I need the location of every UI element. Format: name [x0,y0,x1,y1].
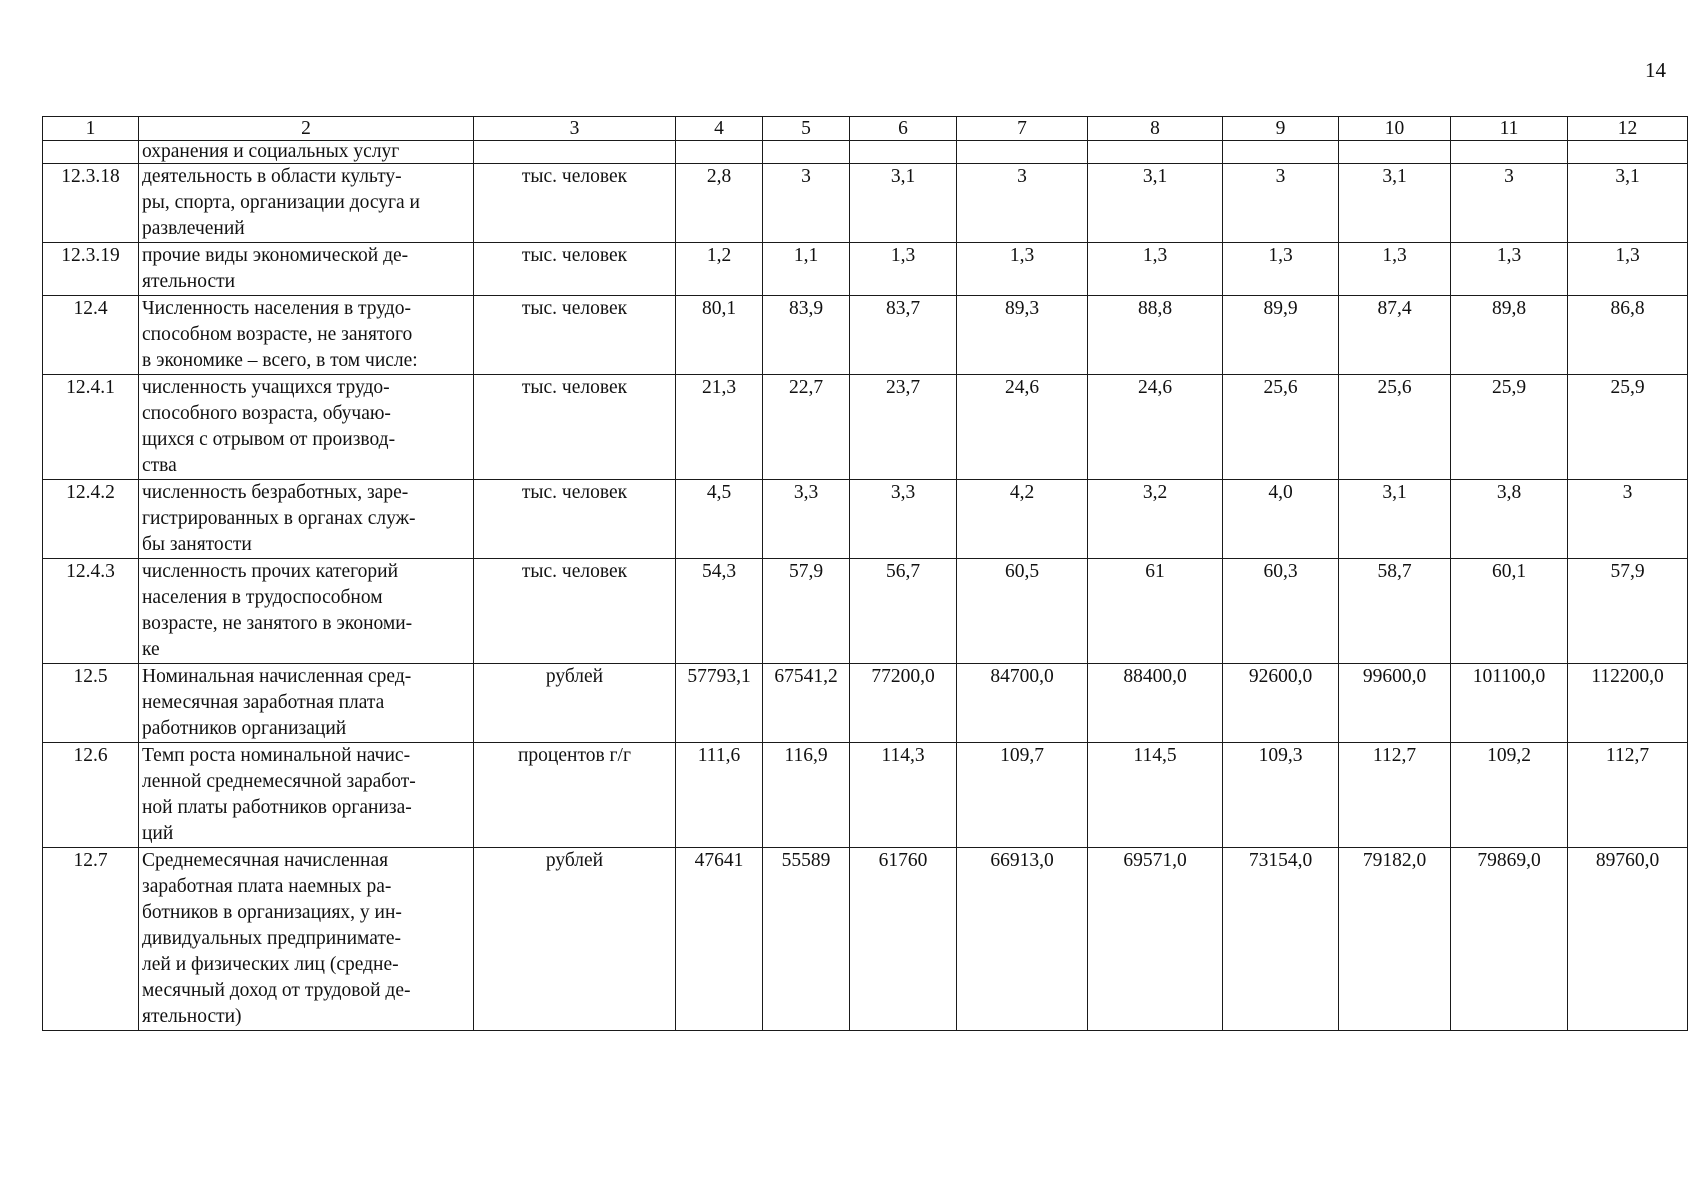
indicator-name-line: Численность населения в трудо- [142,298,411,319]
value-cell: 47641 [676,848,763,1031]
value-cell [1568,141,1688,164]
value-cell: 87,4 [1339,296,1451,375]
value-cell: 1,3 [1088,243,1223,296]
code-cell: 12.3.18 [43,164,139,243]
indicator-name-line: развлечений [142,218,245,239]
value-cell: 112,7 [1339,743,1451,848]
indicator-name-line: ной платы работников организа- [142,797,412,818]
value-cell: 24,6 [957,375,1088,480]
value-cell: 24,6 [1088,375,1223,480]
value-cell [1223,141,1339,164]
value-cell: 112,7 [1568,743,1688,848]
indicator-name-line: ры, спорта, организации досуга и [142,192,420,213]
indicator-name-cell [139,164,474,243]
value-cell: 3,1 [850,164,957,243]
indicator-name-cell [139,848,474,1031]
value-cell: 3 [957,164,1088,243]
indicator-name-line: заработная плата наемных ра- [142,876,392,897]
indicator-name-line: ства [142,455,177,476]
column-number-cell: 7 [957,117,1088,141]
indicator-name-cell [139,243,474,296]
value-cell: 22,7 [763,375,850,480]
value-cell: 1,1 [763,243,850,296]
value-cell: 89,3 [957,296,1088,375]
value-cell: 3,3 [850,480,957,559]
indicator-name-line: ленной среднемесячной заработ- [142,771,416,792]
value-cell: 54,3 [676,559,763,664]
value-cell: 99600,0 [1339,664,1451,743]
value-cell [957,141,1088,164]
value-cell: 84700,0 [957,664,1088,743]
value-cell: 3 [1451,164,1568,243]
unit-cell: тыс. человек [474,296,676,375]
indicator-name-line: бы занятости [142,534,252,555]
table-row [43,743,1688,848]
value-cell: 101100,0 [1451,664,1568,743]
column-number-cell: 6 [850,117,957,141]
value-cell: 77200,0 [850,664,957,743]
indicator-name-cell [139,743,474,848]
value-cell [676,141,763,164]
indicator-name-line: дивидуальных предпринимате- [142,928,402,949]
value-cell [1088,141,1223,164]
value-cell: 88,8 [1088,296,1223,375]
value-cell: 1,3 [850,243,957,296]
value-cell: 4,2 [957,480,1088,559]
value-cell: 57,9 [763,559,850,664]
indicator-name-line: Среднемесячная начисленная [142,850,389,871]
indicator-name-line: ций [142,823,174,844]
value-cell: 73154,0 [1223,848,1339,1031]
code-cell: 12.5 [43,664,139,743]
unit-cell: процентов г/г [474,743,676,848]
code-cell: 12.4.2 [43,480,139,559]
indicator-name-line: гистрированных в органах служ- [142,508,416,529]
unit-cell: тыс. человек [474,164,676,243]
column-number-row [43,117,1688,141]
column-number-cell: 1 [43,117,139,141]
value-cell: 3 [763,164,850,243]
indicator-name-line: численность учащихся трудо- [142,377,390,398]
value-cell: 1,3 [1223,243,1339,296]
value-cell: 58,7 [1339,559,1451,664]
value-cell: 3,2 [1088,480,1223,559]
value-cell: 23,7 [850,375,957,480]
indicator-name-line: способного возраста, обучаю- [142,403,391,424]
column-number-cell: 8 [1088,117,1223,141]
value-cell: 56,7 [850,559,957,664]
value-cell: 89,9 [1223,296,1339,375]
value-cell: 3,1 [1339,164,1451,243]
code-cell: 12.7 [43,848,139,1031]
value-cell [1451,141,1568,164]
unit-cell: рублей [474,664,676,743]
column-number-cell: 9 [1223,117,1339,141]
indicator-name-cell [139,559,474,664]
value-cell: 1,3 [957,243,1088,296]
table-body [43,117,1688,1031]
value-cell: 60,5 [957,559,1088,664]
value-cell: 3,1 [1568,164,1688,243]
column-number-cell: 2 [139,117,474,141]
value-cell [1339,141,1451,164]
table-row [43,480,1688,559]
value-cell: 114,5 [1088,743,1223,848]
indicator-name-line: Темп роста номинальной начис- [142,745,411,766]
table-row [43,559,1688,664]
value-cell: 57,9 [1568,559,1688,664]
continuation-row [43,141,1688,164]
value-cell: 69571,0 [1088,848,1223,1031]
value-cell: 109,3 [1223,743,1339,848]
value-cell: 25,6 [1339,375,1451,480]
value-cell: 3,1 [1339,480,1451,559]
value-cell: 3,3 [763,480,850,559]
indicator-name-cell [139,375,474,480]
value-cell: 92600,0 [1223,664,1339,743]
value-cell: 25,9 [1451,375,1568,480]
value-cell: 1,3 [1451,243,1568,296]
indicator-name-cell [139,296,474,375]
value-cell: 3,8 [1451,480,1568,559]
column-number-cell: 12 [1568,117,1688,141]
value-cell: 4,0 [1223,480,1339,559]
indicator-name-line: Номинальная начисленная сред- [142,666,412,687]
value-cell: 1,2 [676,243,763,296]
code-cell: 12.4 [43,296,139,375]
value-cell: 83,9 [763,296,850,375]
indicator-name-line: ке [142,639,160,660]
indicator-name-line: численность безработных, заре- [142,482,409,503]
indicator-name-line: населения в трудоспособном [142,587,383,608]
value-cell: 2,8 [676,164,763,243]
code-cell: 12.3.19 [43,243,139,296]
unit-cell: тыс. человек [474,559,676,664]
value-cell: 61 [1088,559,1223,664]
indicator-name-line: возрасте, не занятого в экономи- [142,613,413,634]
code-cell [43,141,139,164]
value-cell: 89,8 [1451,296,1568,375]
value-cell: 111,6 [676,743,763,848]
value-cell: 89760,0 [1568,848,1688,1031]
value-cell: 109,7 [957,743,1088,848]
table-row [43,243,1688,296]
value-cell: 25,6 [1223,375,1339,480]
indicator-name-line: деятельность в области культу- [142,166,402,187]
value-cell: 1,3 [1339,243,1451,296]
indicator-name-cell [139,664,474,743]
value-cell [763,141,850,164]
value-cell: 114,3 [850,743,957,848]
value-cell: 109,2 [1451,743,1568,848]
value-cell: 3,1 [1088,164,1223,243]
value-cell: 88400,0 [1088,664,1223,743]
indicator-name-line: способном возрасте, не занятого [142,324,413,345]
column-number-cell: 3 [474,117,676,141]
value-cell: 66913,0 [957,848,1088,1031]
value-cell: 80,1 [676,296,763,375]
indicator-name-line: прочие виды экономической де- [142,245,409,266]
column-number-cell: 5 [763,117,850,141]
indicators-table [42,116,1688,1031]
indicator-name-line: немесячная заработная плата [142,692,385,713]
column-number-cell: 11 [1451,117,1568,141]
table-row [43,375,1688,480]
unit-cell [474,141,676,164]
value-cell: 3 [1223,164,1339,243]
indicator-name-line: численность прочих категорий [142,561,399,582]
value-cell: 60,1 [1451,559,1568,664]
column-number-cell: 4 [676,117,763,141]
table-row [43,664,1688,743]
indicator-name-cell [139,480,474,559]
indicator-name-line: работников организаций [142,718,347,739]
table-row [43,164,1688,243]
code-cell: 12.4.3 [43,559,139,664]
indicator-name-line: щихся с отрывом от производ- [142,429,396,450]
value-cell [850,141,957,164]
column-number-cell: 10 [1339,117,1451,141]
value-cell: 67541,2 [763,664,850,743]
value-cell: 83,7 [850,296,957,375]
value-cell: 25,9 [1568,375,1688,480]
value-cell: 79869,0 [1451,848,1568,1031]
value-cell: 60,3 [1223,559,1339,664]
table-row [43,296,1688,375]
indicator-name-line: месячный доход от трудовой де- [142,980,411,1001]
unit-cell: рублей [474,848,676,1031]
value-cell: 61760 [850,848,957,1031]
value-cell: 4,5 [676,480,763,559]
unit-cell: тыс. человек [474,375,676,480]
table-row [43,848,1688,1031]
value-cell: 86,8 [1568,296,1688,375]
unit-cell: тыс. человек [474,480,676,559]
indicator-name-cell: охранения и социальных услуг [139,141,474,164]
indicator-name-line: ботников в организациях, у ин- [142,902,402,923]
unit-cell: тыс. человек [474,243,676,296]
value-cell: 57793,1 [676,664,763,743]
code-cell: 12.6 [43,743,139,848]
value-cell: 112200,0 [1568,664,1688,743]
value-cell: 21,3 [676,375,763,480]
code-cell: 12.4.1 [43,375,139,480]
indicator-name-line: в экономике – всего, в том числе: [142,350,418,371]
indicator-name-line: лей и физических лиц (средне- [142,954,399,975]
value-cell: 55589 [763,848,850,1031]
value-cell: 1,3 [1568,243,1688,296]
value-cell: 79182,0 [1339,848,1451,1031]
indicator-name-line: ятельности [142,271,236,292]
page-number: 14 [1645,58,1666,82]
value-cell: 3 [1568,480,1688,559]
indicator-name-line: ятельности) [142,1006,242,1027]
value-cell: 116,9 [763,743,850,848]
